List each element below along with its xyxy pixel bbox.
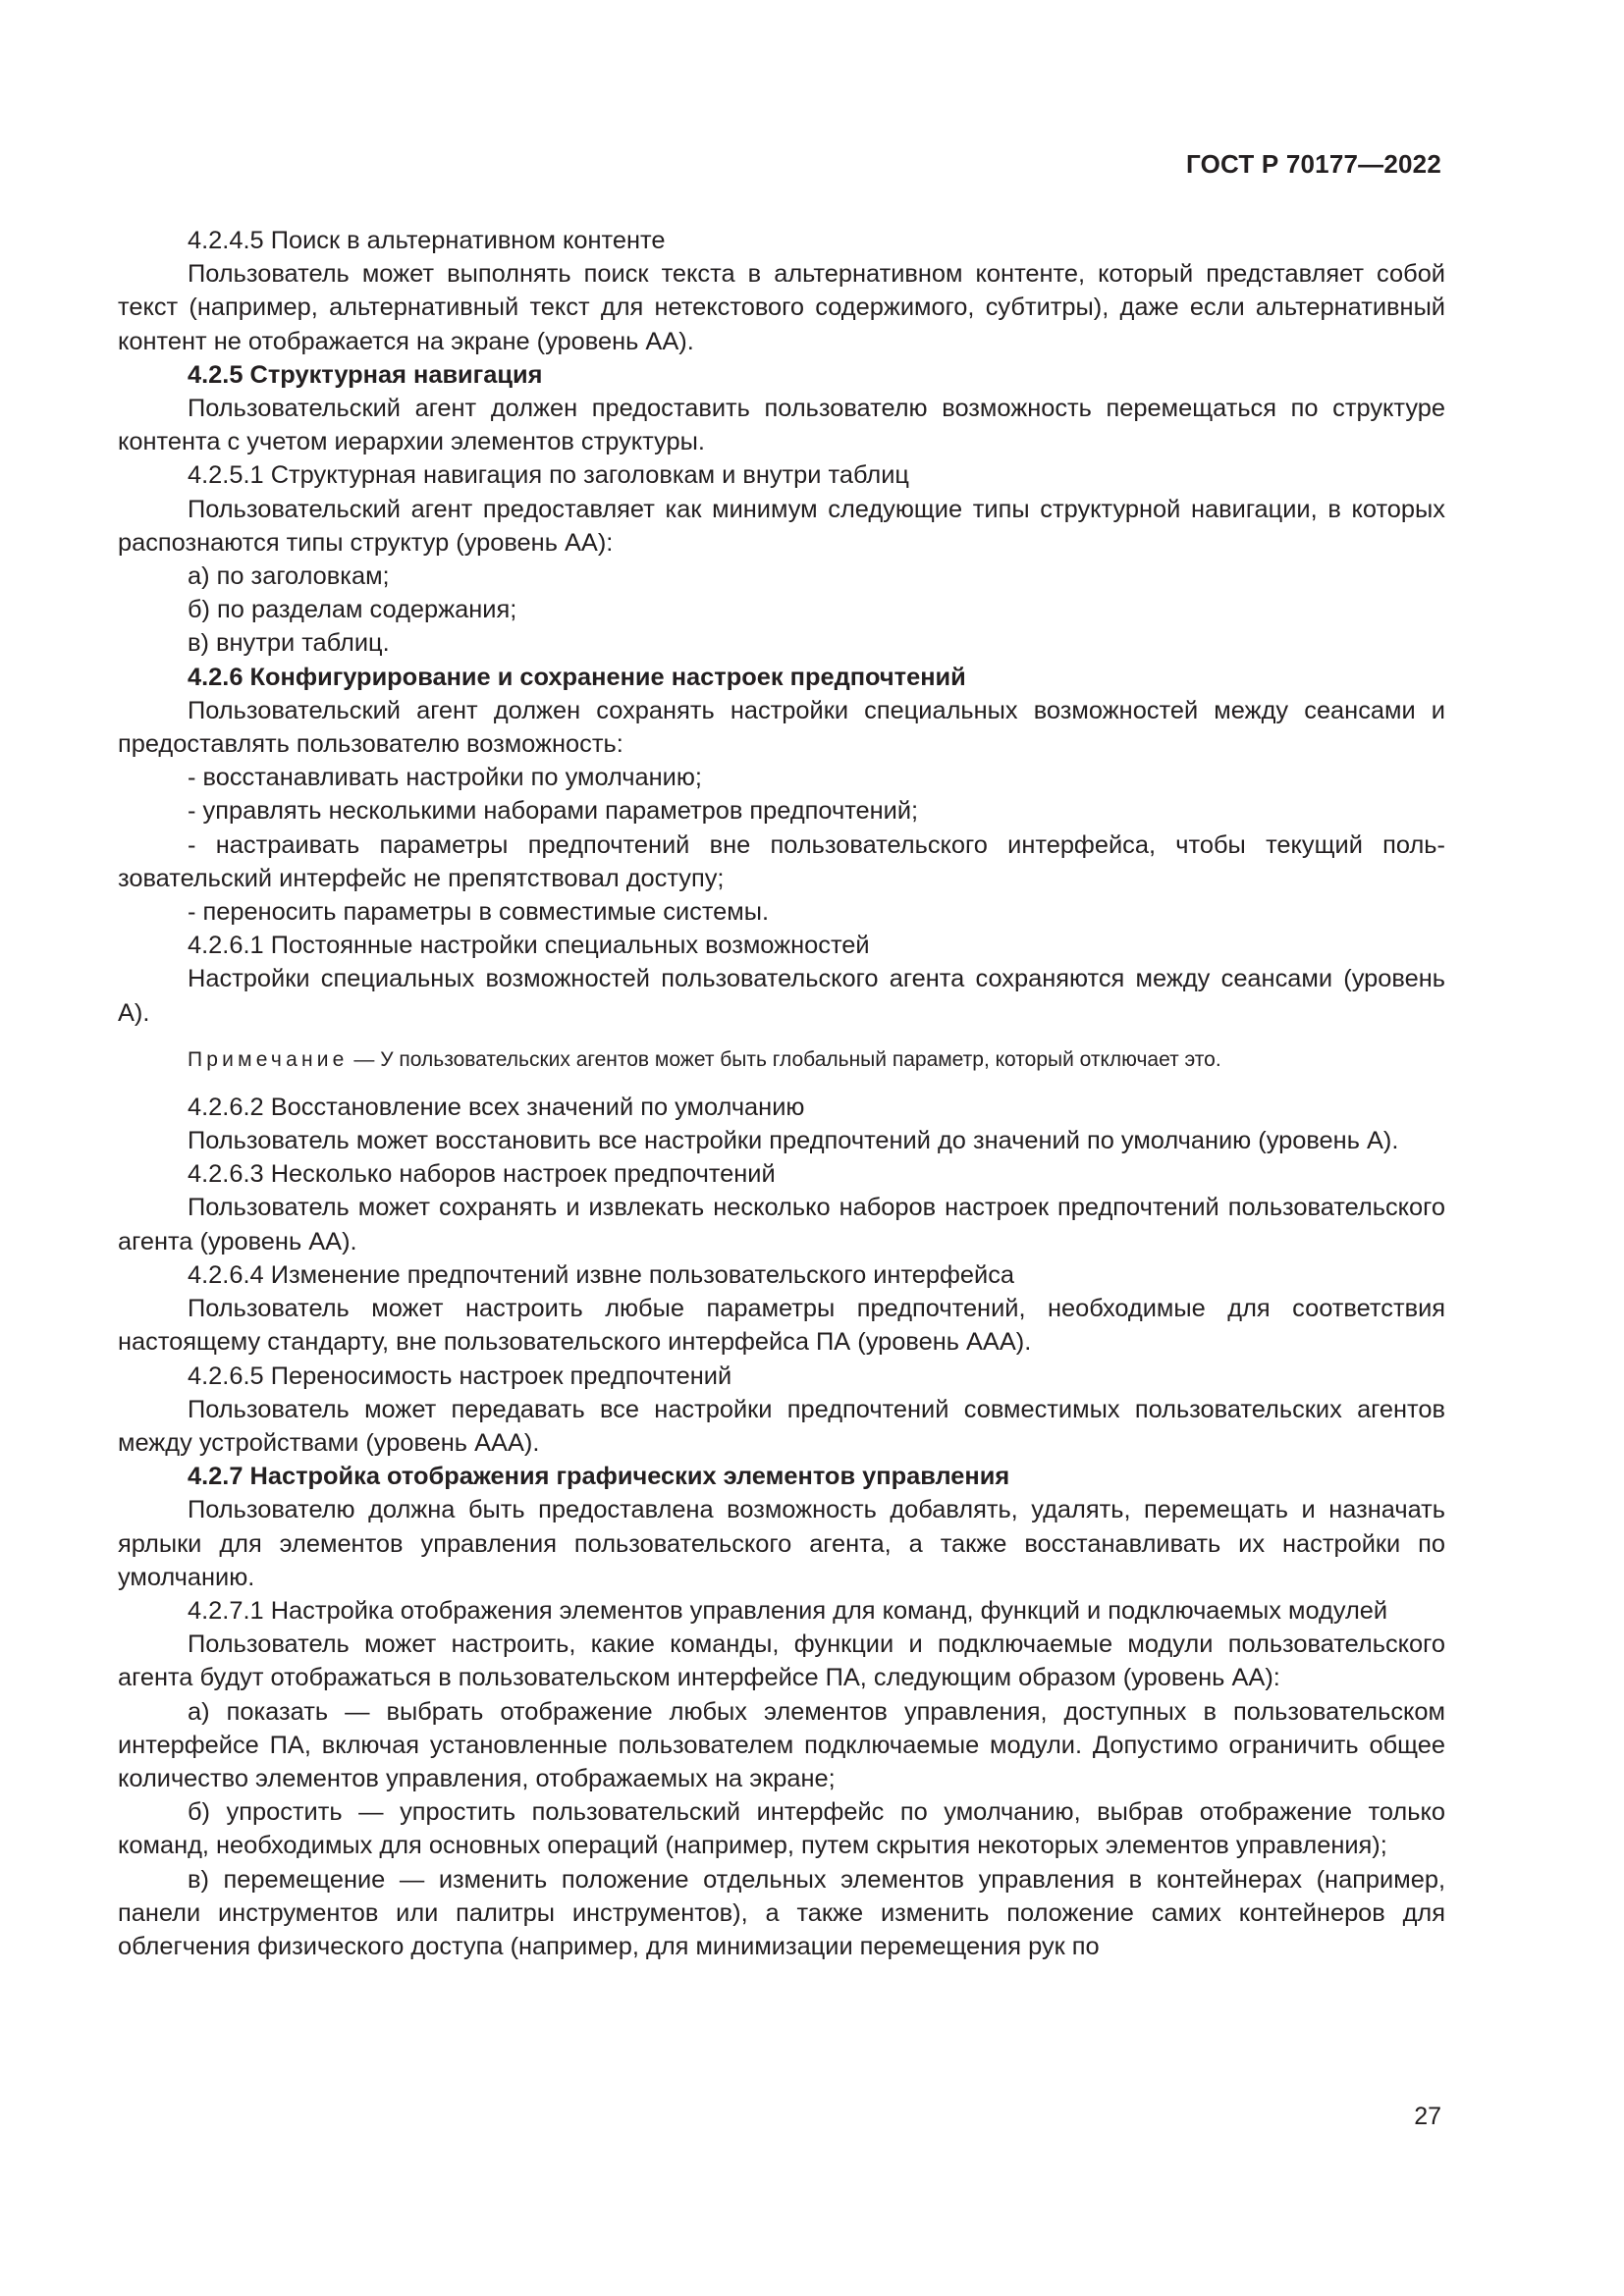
paragraph: Пользователь может восстановить все настройки предпочтений до значений по умолчанию (уровень А).	[188, 1127, 1399, 1155]
paragraph: Пользователь может сохранять и извлекать несколько наборов настроек предпочтений пользовательского агента (уровень АА).	[118, 1194, 1445, 1255]
paragraph: Пользователю должна быть предоставлена возможность добавлять, удалять, перемещать и назначать ярлыки для элементов управления пользовательского агента, а также восстанавливать их настройки по умолчанию.	[118, 1496, 1445, 1591]
paragraph: Настройки специальных возможностей пользовательского агента сохраняются между сеансами (уровень А).	[118, 965, 1445, 1027]
note	[118, 1045, 1445, 1075]
paragraph: Пользовательский агент должен предоставить пользователю возможность перемещаться по структуре контента с учетом иерархии элементов структуры.	[118, 395, 1445, 456]
clause-heading: 4.2.6.4 Изменение предпочтений извне пользовательского интерфейса	[188, 1260, 1015, 1289]
clause-heading: 4.2.4.5 Поиск в альтернативном контенте	[188, 227, 666, 254]
page-number: 27	[1414, 2103, 1441, 2130]
paragraph: Пользователь может передавать все настройки предпочтений совместимых пользовательских агентов между устройствами (уровень ААА).	[118, 1395, 1445, 1457]
clause-heading: 4.2.7.1 Настройка отображения элементов управления для команд, функций и подключаемых модулей	[188, 1596, 1388, 1625]
section-heading: 4.2.7 Настройка отображения графических элементов управления	[188, 1463, 1010, 1491]
clause-heading: 4.2.5.1 Структурная навигация по заголовкам и внутри таблиц	[188, 461, 909, 490]
document-code-header: ГОСТ Р 70177—2022	[1186, 149, 1441, 179]
paragraph: Пользователь может выполнять поиск текста в альтернативном контенте, который представляет собой текст (например, альтернативный текст для нетекстового содержимого, субтитры), даже если альтернативный контент не отображается на экране (уровень АА).	[118, 260, 1445, 355]
clause-heading: 4.2.6.2 Восстановление всех значений по умолчанию	[188, 1093, 805, 1121]
page-body	[118, 224, 1445, 1963]
list-item: б) упростить — упростить пользовательский интерфейс по умолчанию, выбрав отображение только команд, необходимых для основных операций (например, путем скрытия некоторых элементов управления);	[118, 1798, 1445, 1860]
list-item: а) по заголовкам;	[188, 562, 390, 591]
paragraph: Пользователь может настроить, какие команды, функции и подключаемые модули пользовательского агента будут отображаться в пользовательском интерфейсе ПА, следующим образом (уровень АА):	[118, 1630, 1445, 1692]
list-item: б) по разделам содержания;	[188, 596, 517, 624]
paragraph: Пользовательский агент предоставляет как минимум следующие типы структурной навигации, в которых распознаются типы структур (уровень АА):	[118, 495, 1445, 557]
paragraph: Пользователь может настроить любые параметры предпочтений, необходимые для соответствия настоящему стандарту, вне пользовательского интерфейса ПА (уровень ААА).	[118, 1295, 1445, 1357]
note-label: Примечание	[188, 1047, 349, 1071]
list-item: - переносить параметры в совместимые системы.	[188, 898, 770, 927]
list-item: - настраивать параметры предпочтений вне пользовательского интерфейса, чтобы текущий пользовательский интерфейс не препятствовал доступу;	[118, 830, 1445, 892]
list-item: а) показать — выбрать отображение любых элементов управления, доступных в пользовательском интерфейсе ПА, включая установленные пользователем подключаемые модули. Допустимо ограничить общее количество элементов управления, отображаемых на экране;	[118, 1697, 1445, 1792]
list-item: - управлять несколькими наборами параметров предпочтений;	[188, 797, 919, 826]
section-heading: 4.2.5 Структурная навигация	[188, 360, 543, 389]
list-item: - восстанавливать настройки по умолчанию;	[188, 764, 702, 792]
clause-heading: 4.2.6.3 Несколько наборов настроек предпочтений	[188, 1160, 776, 1189]
list-item: в) внутри таблиц.	[188, 629, 390, 658]
clause-heading: 4.2.6.1 Постоянные настройки специальных возможностей	[188, 932, 870, 960]
list-item: в) перемещение — изменить положение отдельных элементов управления в контейнерах (например, панели инструментов или палитры инструментов), а также изменить положение самих контейнеров для облегчения физического доступа (например, для минимизации перемещения рук по	[118, 1865, 1445, 1960]
clause-heading: 4.2.6.5 Переносимость настроек предпочтений	[188, 1362, 732, 1390]
note-text: — У пользовательских агентов может быть глобальный параметр, который отключает это.	[348, 1047, 1221, 1071]
section-heading: 4.2.6 Конфигурирование и сохранение настроек предпочтений	[188, 663, 966, 691]
paragraph: Пользовательский агент должен сохранять настройки специальных возможностей между сеансами и предоставлять пользователю возможность:	[118, 696, 1445, 759]
